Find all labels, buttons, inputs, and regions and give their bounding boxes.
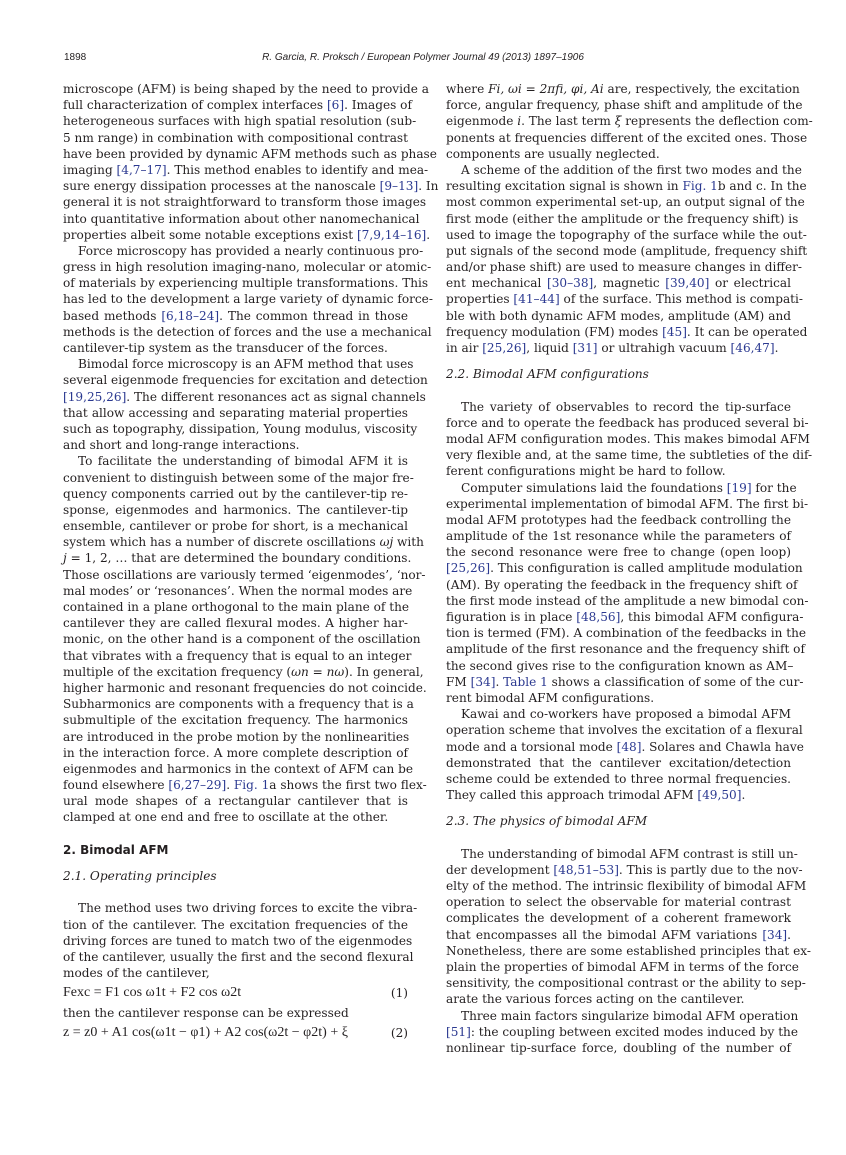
math-omega-j: ωj — [379, 535, 394, 550]
citation-link[interactable]: [25,26] — [482, 341, 527, 355]
text-line: scheme could be extended to three normal frequencies. — [446, 771, 791, 786]
equation-number: (1) — [390, 986, 408, 1001]
text-line: [25,26]. This configuration is called amplitude modulation — [446, 561, 803, 576]
spacer — [63, 884, 408, 900]
citation-link[interactable]: [48,51–53] — [553, 862, 619, 877]
text-line: modes of the cantilever, — [63, 966, 210, 981]
text-line: force, angular frequency, phase shift and amplitude of the — [446, 98, 803, 113]
text-line: properties albeit some notable exceptions exist [7,9,14–16]. — [63, 227, 431, 242]
text-line: tion is termed (FM). A combination of the feedbacks in the — [446, 626, 807, 641]
text-line: [51]: the coupling between excited modes induced by the — [446, 1024, 798, 1039]
citation-link[interactable]: [34] — [470, 674, 496, 689]
text-line: the second resonance were free to change (open loop) — [446, 545, 791, 560]
subsection-heading: 2.2. Bimodal AFM configurations — [446, 367, 649, 382]
text-line: that encompasses all the bimodal AFM variations [34]. — [446, 927, 791, 942]
text-line: operation scheme that involves the excitation of a flexural — [446, 723, 803, 738]
text-line: submultiple of the excitation frequency. The harmonics — [63, 713, 408, 728]
spacer — [446, 356, 791, 366]
equation-number: (2) — [390, 1026, 408, 1041]
text-line: figuration is in place [48,56], this bimodal AFM configura- — [446, 610, 804, 624]
text-line: put signals of the second mode (amplitude, frequency shift — [446, 243, 808, 258]
citation-link[interactable]: [19,25,26] — [63, 389, 127, 404]
text-line: ural mode shapes of a rectangular cantilever that is — [63, 794, 408, 809]
text-line: general it is not straightforward to transform those images — [63, 195, 427, 210]
paragraph-scheme — [446, 162, 808, 356]
equation-2 — [63, 1022, 408, 1046]
text-line: Bimodal force microscopy is an AFM method that uses — [78, 357, 414, 372]
text-line: Nonetheless, there are some established principles that ex- — [446, 943, 811, 958]
text-line: higher harmonic and resonant frequencies do not coincide. — [63, 680, 427, 695]
text-line: imaging [4,7–17]. This method enables to identify and mea- — [63, 162, 429, 177]
text-line: der development [48,51–53]. This is partly due to the nov- — [446, 862, 803, 877]
text-line: To facilitate the understanding of bimodal AFM it is — [78, 454, 408, 469]
left-column — [63, 81, 439, 1046]
text-line: are introduced in the probe motion by the nonlinearities — [63, 729, 410, 744]
text-line: mode and a torsional mode [48]. Solares and Chawla have — [446, 739, 804, 754]
citation-link[interactable]: [19] — [726, 480, 752, 495]
text-line: methods is the detection of forces and the use a mechanical — [63, 324, 432, 339]
text-line: rent bimodal AFM configurations. — [446, 690, 655, 705]
paragraph-understanding — [446, 846, 811, 1008]
text-line: ble with both dynamic AFM modes, amplitude (AM) and — [446, 308, 791, 323]
text-line: arate the various forces acting on the cantilever. — [446, 992, 745, 1007]
text-line: where Fi, ωi = 2πfi, φi, Ai are, respectively, the excitation — [446, 82, 800, 96]
text-line: the first mode instead of the amplitude a new bimodal con- — [446, 593, 809, 608]
text-line: amplitude of the 1st resonance while the parameters of — [446, 529, 791, 544]
paragraph-variables — [446, 81, 813, 162]
citation-link[interactable]: [7,9,14–16] — [356, 227, 427, 242]
citation-link[interactable]: [39,40] — [665, 276, 710, 291]
text-line: operation to select the observable for material contrast — [446, 895, 791, 910]
paragraph-eigenmodes — [63, 453, 427, 825]
paragraph-force-microscopy — [63, 243, 433, 356]
text-line: microscope (AFM) is being shaped by the need to provide a — [63, 82, 429, 96]
paragraph-simulations — [446, 480, 809, 707]
spacer — [63, 826, 408, 842]
text-line: the second gives rise to the configuration known as AM– — [446, 658, 794, 673]
citation-link[interactable]: [41–44] — [513, 292, 560, 307]
paragraph-bimodal-force — [63, 356, 428, 453]
right-column — [446, 81, 813, 1056]
citation-link[interactable]: [48] — [616, 739, 642, 754]
text-line: based methods [6,18–24]. The common thread in those — [63, 308, 408, 323]
text-line: very flexible and, at the same time, the subtleties of the dif- — [446, 448, 813, 463]
math-j: j — [63, 551, 67, 566]
spacer — [446, 803, 791, 813]
text-line: multiple of the excitation frequency (ωn = nω). In general, — [63, 664, 424, 679]
paragraph-three-factors — [446, 1008, 799, 1057]
paragraph-intro — [63, 81, 439, 243]
paragraph-kawai — [446, 706, 804, 803]
text-line: Those oscillations are variously termed ‘eigenmodes’, ‘nor- — [63, 567, 426, 582]
text-line: then the cantilever response can be expressed — [63, 1006, 349, 1021]
text-line: modal AFM configuration modes. This makes bimodal AFM — [446, 431, 810, 446]
text-line: resulting excitation signal is shown in Fig. 1b and c. In the — [446, 179, 807, 194]
text-line: experimental implementation of bimodal AFM. The first bi- — [446, 496, 809, 511]
text-line: driving forces are tuned to match two of the eigenmodes — [63, 933, 413, 948]
text-line: ensemble, cantilever or probe for short, is a mechanical — [63, 519, 408, 534]
subsection-heading: 2.1. Operating principles — [63, 869, 217, 883]
text-line: complicates the development of a coherent framework — [446, 911, 791, 926]
text-line: modal AFM prototypes had the feedback controlling the — [446, 512, 791, 527]
citation-link[interactable]: [6] — [326, 98, 345, 113]
text-line: such as topography, dissipation, Young modulus, viscosity — [63, 421, 418, 436]
table-link[interactable]: Table 1 — [503, 674, 548, 689]
text-line: sponse, eigenmodes and harmonics. The cantilever-tip — [63, 502, 408, 517]
figure-link[interactable]: Fig. 1 — [682, 179, 718, 194]
text-line: ent mechanical [30–38], magnetic [39,40] or electrical — [446, 276, 791, 291]
text-line: quency components carried out by the cantilever-tip re- — [63, 486, 408, 501]
equation-1 — [63, 981, 408, 1005]
section-heading: 2. Bimodal AFM — [63, 842, 169, 857]
subsection-heading: 2.3. The physics of bimodal AFM — [446, 814, 648, 829]
text-line: in air [25,26], liquid [31] or ultrahigh vacuum [46,47]. — [446, 341, 779, 355]
text-line: most common experimental set-up, an output signal of the — [446, 195, 805, 210]
equation-expression: z = z0 + A1 cos(ω1t − φ1) + A2 cos(ω2t − φ2t) + ξ — [63, 1025, 348, 1041]
math-omega-n: ωn = nω — [291, 664, 345, 679]
text-line: in the interaction force. A more complete description of — [63, 745, 408, 760]
paragraph-operating-principles — [63, 900, 418, 981]
text-line: of the cantilever, usually the first and the second flexural — [63, 949, 414, 964]
citation-link[interactable]: [46,47] — [730, 341, 775, 355]
text-line: first mode (either the amplitude or the frequency shift) is — [446, 211, 799, 226]
text-line: heterogeneous surfaces with high spatial resolution (sub- — [63, 114, 417, 129]
text-line: properties [41–44] of the surface. This method is compati- — [446, 292, 803, 307]
text-line: plain the properties of bimodal AFM in terms of the force — [446, 959, 799, 974]
text-line: components are usually neglected. — [446, 146, 660, 161]
text-line: full characterization of complex interfaces [6]. Images of — [63, 98, 412, 113]
journal-citation: R. Garcia, R. Proksch / European Polymer Journal 49 (2013) 1897–1906 — [262, 52, 584, 63]
text-line: [19,25,26]. The different resonances act as signal channels — [63, 389, 426, 404]
citation-link[interactable]: [48,56] — [576, 610, 621, 624]
text-line: has led to the development a large variety of dynamic force- — [63, 292, 433, 307]
text-line: The method uses two driving forces to excite the vibra- — [78, 901, 418, 916]
text-line: sensitivity, the compositional contrast or the ability to sep- — [446, 976, 806, 991]
text-line: elty of the method. The intrinsic flexibility of bimodal AFM — [446, 879, 807, 893]
text-line: Force microscopy has provided a nearly continuous pro- — [78, 243, 424, 258]
text-line: cantilever-tip system as the transducer of the forces. — [63, 341, 388, 355]
text-line: that allow accessing and separating material properties — [63, 405, 408, 420]
figure-link[interactable]: Fig. 1 — [233, 778, 270, 793]
citation-link[interactable]: [6,18–24] — [161, 308, 220, 323]
paragraph-observables — [446, 399, 813, 480]
text-line: Three main factors singularize bimodal AFM operation — [461, 1008, 799, 1023]
text-line: and/or phase shift) are used to measure changes in differ- — [446, 260, 802, 275]
spacer — [63, 858, 408, 868]
text-line: FM [34]. Table 1 shows a classification of some of the cur- — [446, 674, 804, 689]
text-line: system which has a number of discrete oscillations ωj with — [63, 535, 424, 550]
text-line: demonstrated that the cantilever excitation/detection — [446, 755, 791, 770]
citation-link[interactable]: [49,50] — [697, 788, 742, 803]
text-line: clamped at one end and free to oscillate at the other. — [63, 810, 389, 825]
math-variables: Fi, ωi = 2πfi, φi, Ai — [488, 82, 604, 96]
citation-link[interactable]: [51] — [446, 1024, 471, 1039]
text-line: monic, on the other hand is a component of the oscillation — [63, 632, 421, 647]
text-line: several eigenmode frequencies for excitation and detection — [63, 373, 428, 388]
text-line: that vibrates with a frequency that is equal to an integer — [63, 648, 412, 663]
text-line: amplitude of the first resonance and the frequency shift of — [446, 642, 805, 657]
text-line: used to image the topography of the surface while the out- — [446, 227, 807, 242]
text-line: j = 1, 2, … that are determined the boundary conditions. — [63, 551, 412, 566]
citation-link[interactable]: [34] — [762, 927, 788, 942]
text-line: Kawai and co-workers have proposed a bimodal AFM — [461, 707, 791, 722]
citation-link[interactable]: [45] — [662, 324, 687, 339]
citation-link[interactable]: [9–13] — [379, 179, 419, 194]
text-line: A scheme of the addition of the first two modes and the — [461, 162, 802, 177]
citation-link[interactable]: [6,27–29] — [168, 778, 227, 793]
text-line: ferent configurations might be hard to follow. — [446, 464, 726, 479]
text-line: cantilever they are called flexural modes. A higher har- — [63, 616, 408, 631]
text-line: found elsewhere [6,27–29]. Fig. 1a shows the first two flex- — [63, 778, 427, 793]
text-line: into quantitative information about other nanomechanical — [63, 211, 420, 226]
citation-link[interactable]: [31] — [572, 341, 598, 355]
text-line: nonlinear tip-surface force, doubling of the number of — [446, 1040, 791, 1055]
citation-link[interactable]: [30–38] — [547, 276, 594, 291]
equation-expression: Fexc = F1 cos ω1t + F2 cos ω2t — [63, 985, 242, 1001]
text-line: eigenmode i. The last term ξ represents the deflection com- — [446, 114, 813, 129]
text-line: eigenmodes and harmonics in the context of AFM can be — [63, 761, 414, 776]
text-line: have been provided by dynamic AFM methods such as phase — [63, 146, 437, 161]
text-line: tion of the cantilever. The excitation frequencies of the — [63, 917, 408, 932]
spacer — [446, 382, 791, 398]
text-line: The variety of observables to record the tip-surface — [461, 399, 791, 414]
text-line: 5 nm range) in combination with compositional contrast — [63, 130, 408, 145]
citation-link[interactable]: [25,26] — [446, 561, 491, 576]
text-line: and short and long-range interactions. — [63, 438, 300, 453]
text-line: Computer simulations laid the foundations [19] for the — [461, 480, 797, 495]
text-line: of materials by experiencing multiple transformations. This — [63, 276, 429, 291]
text-line: sure energy dissipation processes at the nanoscale [9–13]. In — [63, 179, 439, 194]
text-line: ponents at frequencies different of the excited ones. Those — [446, 130, 808, 145]
text-line: convenient to distinguish between some of the major fre- — [63, 470, 414, 485]
text-line: Subharmonics are components with a frequency that is a — [63, 697, 414, 712]
citation-link[interactable]: [4,7–17] — [116, 162, 167, 177]
text-line: frequency modulation (FM) modes [45]. It can be operated — [446, 324, 808, 339]
text-line: gress in high resolution imaging-nano, molecular or atomic- — [63, 260, 432, 275]
running-head — [64, 52, 782, 66]
text-line: The understanding of bimodal AFM contrast is still un- — [461, 846, 798, 861]
text-line: mal modes’ or ‘resonances’. When the normal modes are — [63, 583, 413, 598]
page-number: 1898 — [64, 52, 87, 63]
text-line: contained in a plane orthogonal to the main plane of the — [63, 600, 410, 614]
spacer — [446, 829, 791, 845]
text-line: force and to operate the feedback has produced several bi- — [446, 415, 809, 430]
text-line: (AM). By operating the feedback in the frequency shift of — [446, 577, 798, 592]
text-line: They called this approach trimodal AFM [49,50]. — [446, 788, 746, 803]
